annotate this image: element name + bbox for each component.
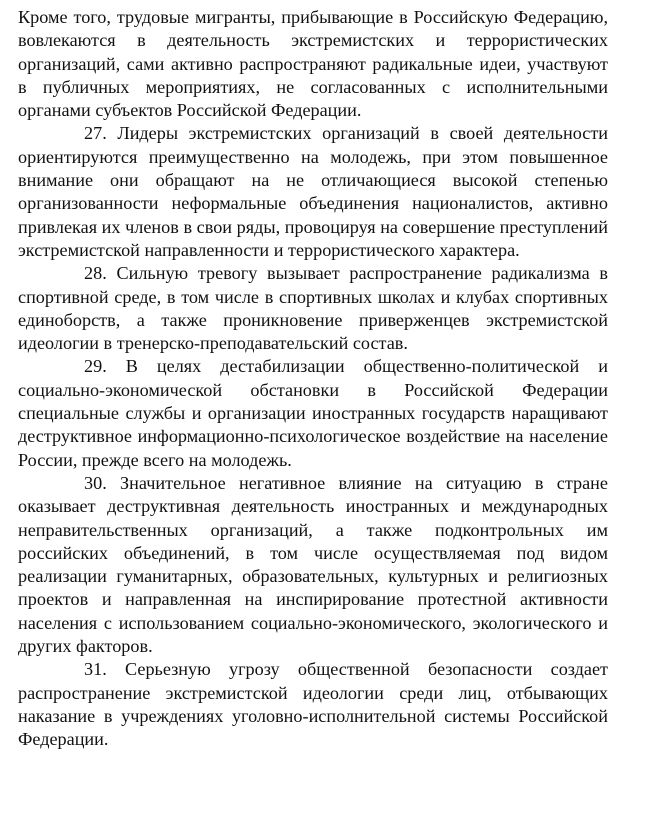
paragraph-continuation: Кроме того, трудовые мигранты, прибывающие в Российскую Федерацию, вовлекаются в деятельность экстремистских и террористических организаций, сами активно распространяют радикальные идеи, участвуют в публичных мероприятиях, не согласованных с исполнительными органами субъектов Российской Федерации.	[18, 7, 608, 121]
paragraph-28: 28. Сильную тревогу вызывает распространение радикализма в спортивной среде, в том числе в спортивных школах и клубах спортивных единоборств, а также проникновение приверженцев экстремистской идеологии в тренерско-преподавательский состав.	[18, 263, 608, 354]
paragraph-30: 30. Значительное негативное влияние на ситуацию в стране оказывает деструктивная деятельность иностранных и международных неправительственных организаций, а также подконтрольных им российских объединений, в том числе осуществляемая под видом реализации гуманитарных, образовательных, культурных и религиозных проектов и направленная на инспирирование протестной активности населения с использованием социально-экономического, экологического и других факторов.	[18, 472, 608, 657]
paragraph-27: 27. Лидеры экстремистских организаций в своей деятельности ориентируются преимущественно на молодежь, при этом повышенное внимание они обращают на не отличающиеся высокой степенью организованности неформальные объединения националистов, активно привлекая их членов в свои ряды, провоцируя на совершение преступлений экстремистской направленности и террористического характера.	[18, 123, 608, 260]
paragraph-29: 29. В целях дестабилизации общественно-политической и социально-экономической обстановки в Российской Федерации специальные службы и организации иностранных государств наращивают деструктивное информационно-психологическое воздействие на население России, прежде всего на молодежь.	[18, 356, 608, 470]
paragraph-31: 31. Серьезную угрозу общественной безопасности создает распространение экстремистской идеологии среди лиц, отбывающих наказание в учреждениях уголовно-исполнительной системы Российской Федерации.	[18, 659, 608, 750]
